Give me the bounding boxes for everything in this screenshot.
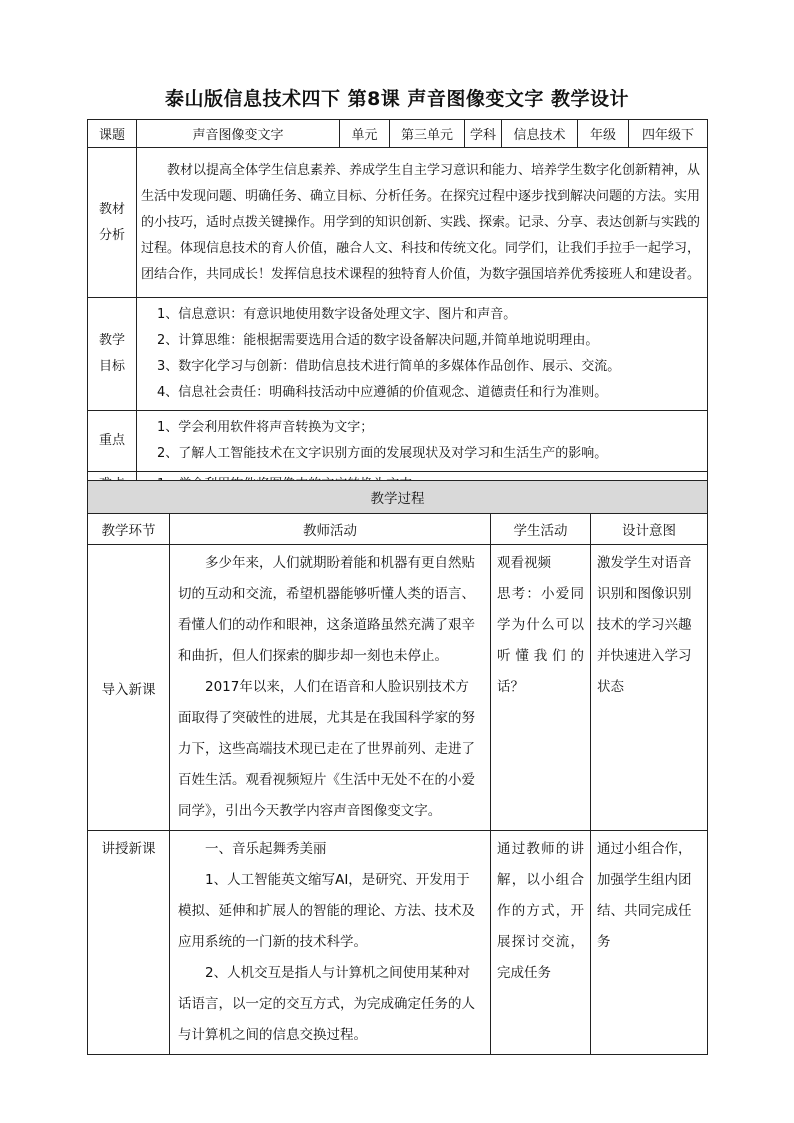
- column-header-design: 设计意图: [591, 514, 708, 545]
- teacher-activity-cell: [170, 545, 491, 831]
- document-title: 泰山版信息技术四下 第8课 声音图像变文字 教学设计: [164, 88, 630, 110]
- teacher-paragraph: 2、人机交互是指人与计算机之间使用某种对话语言，以一定的交互方式，为完成确定任务的人与计算机之间的信息交换过程。: [178, 965, 475, 1043]
- lesson-info-table: [87, 119, 708, 499]
- unit-value: 第三单元: [390, 120, 465, 148]
- subject-value: 信息技术: [502, 120, 578, 148]
- grade-label: 年级: [578, 120, 629, 148]
- student-activity-cell: [491, 831, 591, 1055]
- teacher-paragraph: 1、人工智能英文缩写AI，是研究、开发用于模拟、延伸和扩展人的智能的理论、方法、技术及应用系统的一门新的技术科学。: [178, 872, 475, 950]
- goals-list: [137, 298, 708, 411]
- analysis-label: 教材 分析: [88, 148, 137, 298]
- student-line: 通过教师的讲解，以小组合作的方式，开展探讨交流，完成任务: [497, 841, 584, 981]
- key-point-item: 1、学会利用软件将声音转换为文字；: [157, 420, 374, 435]
- unit-label: 单元: [340, 120, 390, 148]
- stage-cell: 导入新课: [88, 545, 170, 831]
- analysis-text: 教材以提高全体学生信息素养、养成学生自主学习意识和能力、培养学生数字化创新精神，从生活中发现问题、明确任务、确立目标、分析任务。在探究过程中逐步找到解决问题的方法。实用的小技巧，适时点拨关键操作。用学到的知识创新、实践、探索。记录、分享、表达创新与实践的过程。体现信息技术的育人价值，融合人文、科技和传统文化。同学们，让我们手拉手一起学习，团结合作，共同成长！发挥信息技术课程的独特育人价值，为数字强国培养优秀接班人和建设者。: [137, 148, 708, 298]
- table-row: [88, 831, 708, 1055]
- student-line: 观看视频: [497, 555, 551, 571]
- teacher-activity-cell: [170, 831, 491, 1055]
- goal-item: 2、计算思维：能根据需要选用合适的数字设备解决问题,并简单地说明理由。: [157, 333, 599, 348]
- key-points-row: [88, 411, 708, 472]
- key-point-item: 2、了解人工智能技术在文字识别方面的发展现状及对学习和生活生产的影响。: [157, 446, 608, 461]
- process-header-row: [88, 514, 708, 545]
- design-intent-cell: 激发学生对语音识别和图像识别技术的学习兴趣并快速进入学习状态: [591, 545, 708, 831]
- process-heading: 教学过程: [88, 481, 708, 514]
- goal-item: 3、数字化学习与创新：借助信息技术进行简单的多媒体作品创作、展示、交流。: [157, 359, 621, 374]
- key-points-list: [137, 411, 708, 472]
- lesson-label: 课题: [88, 120, 137, 148]
- design-intent-cell: 通过小组合作，加强学生组内团结、共同完成任务: [591, 831, 708, 1055]
- lesson-value: 声音图像变文字: [137, 120, 340, 148]
- table-row: [88, 545, 708, 831]
- goal-item: 1、信息意识：有意识地使用数字设备处理文字、图片和声音。: [157, 307, 517, 322]
- subject-label: 学科: [465, 120, 502, 148]
- column-header-teacher: 教师活动: [170, 514, 491, 545]
- column-header-student: 学生活动: [491, 514, 591, 545]
- goals-row: [88, 298, 708, 411]
- info-row: [88, 120, 708, 148]
- process-heading-row: [88, 481, 708, 514]
- key-points-label: 重点: [88, 411, 137, 472]
- student-line: 思考：小爱同学为什么可以听懂我们的话？: [497, 586, 584, 695]
- goals-label: 教学 目标: [88, 298, 137, 411]
- column-header-stage: 教学环节: [88, 514, 170, 545]
- analysis-row: [88, 148, 708, 298]
- teacher-paragraph: 一、音乐起舞秀美丽: [205, 841, 327, 857]
- student-activity-cell: [491, 545, 591, 831]
- stage-cell: 讲授新课: [88, 831, 170, 1055]
- teacher-paragraph: 多少年来，人们就期盼着能和机器有更自然贴切的互动和交流，希望机器能够听懂人类的语言、看懂人们的动作和眼神，这条道路虽然充满了艰辛和曲折，但人们探索的脚步却一刻也未停止。: [178, 555, 475, 664]
- grade-value: 四年级下: [629, 120, 708, 148]
- teacher-paragraph: 2017年以来，人们在语音和人脸识别技术方面取得了突破性的进展，尤其是在我国科学家的努力下，这些高端技术现已走在了世界前列、走进了百姓生活。观看视频短片《生活中无处不在的小爱同学》，引出今天教学内容声音图像变文字。: [178, 679, 475, 819]
- goal-item: 4、信息社会责任：明确科技活动中应遵循的价值观念、道德责任和行为准则。: [157, 385, 608, 400]
- teaching-process-table: [87, 480, 708, 1055]
